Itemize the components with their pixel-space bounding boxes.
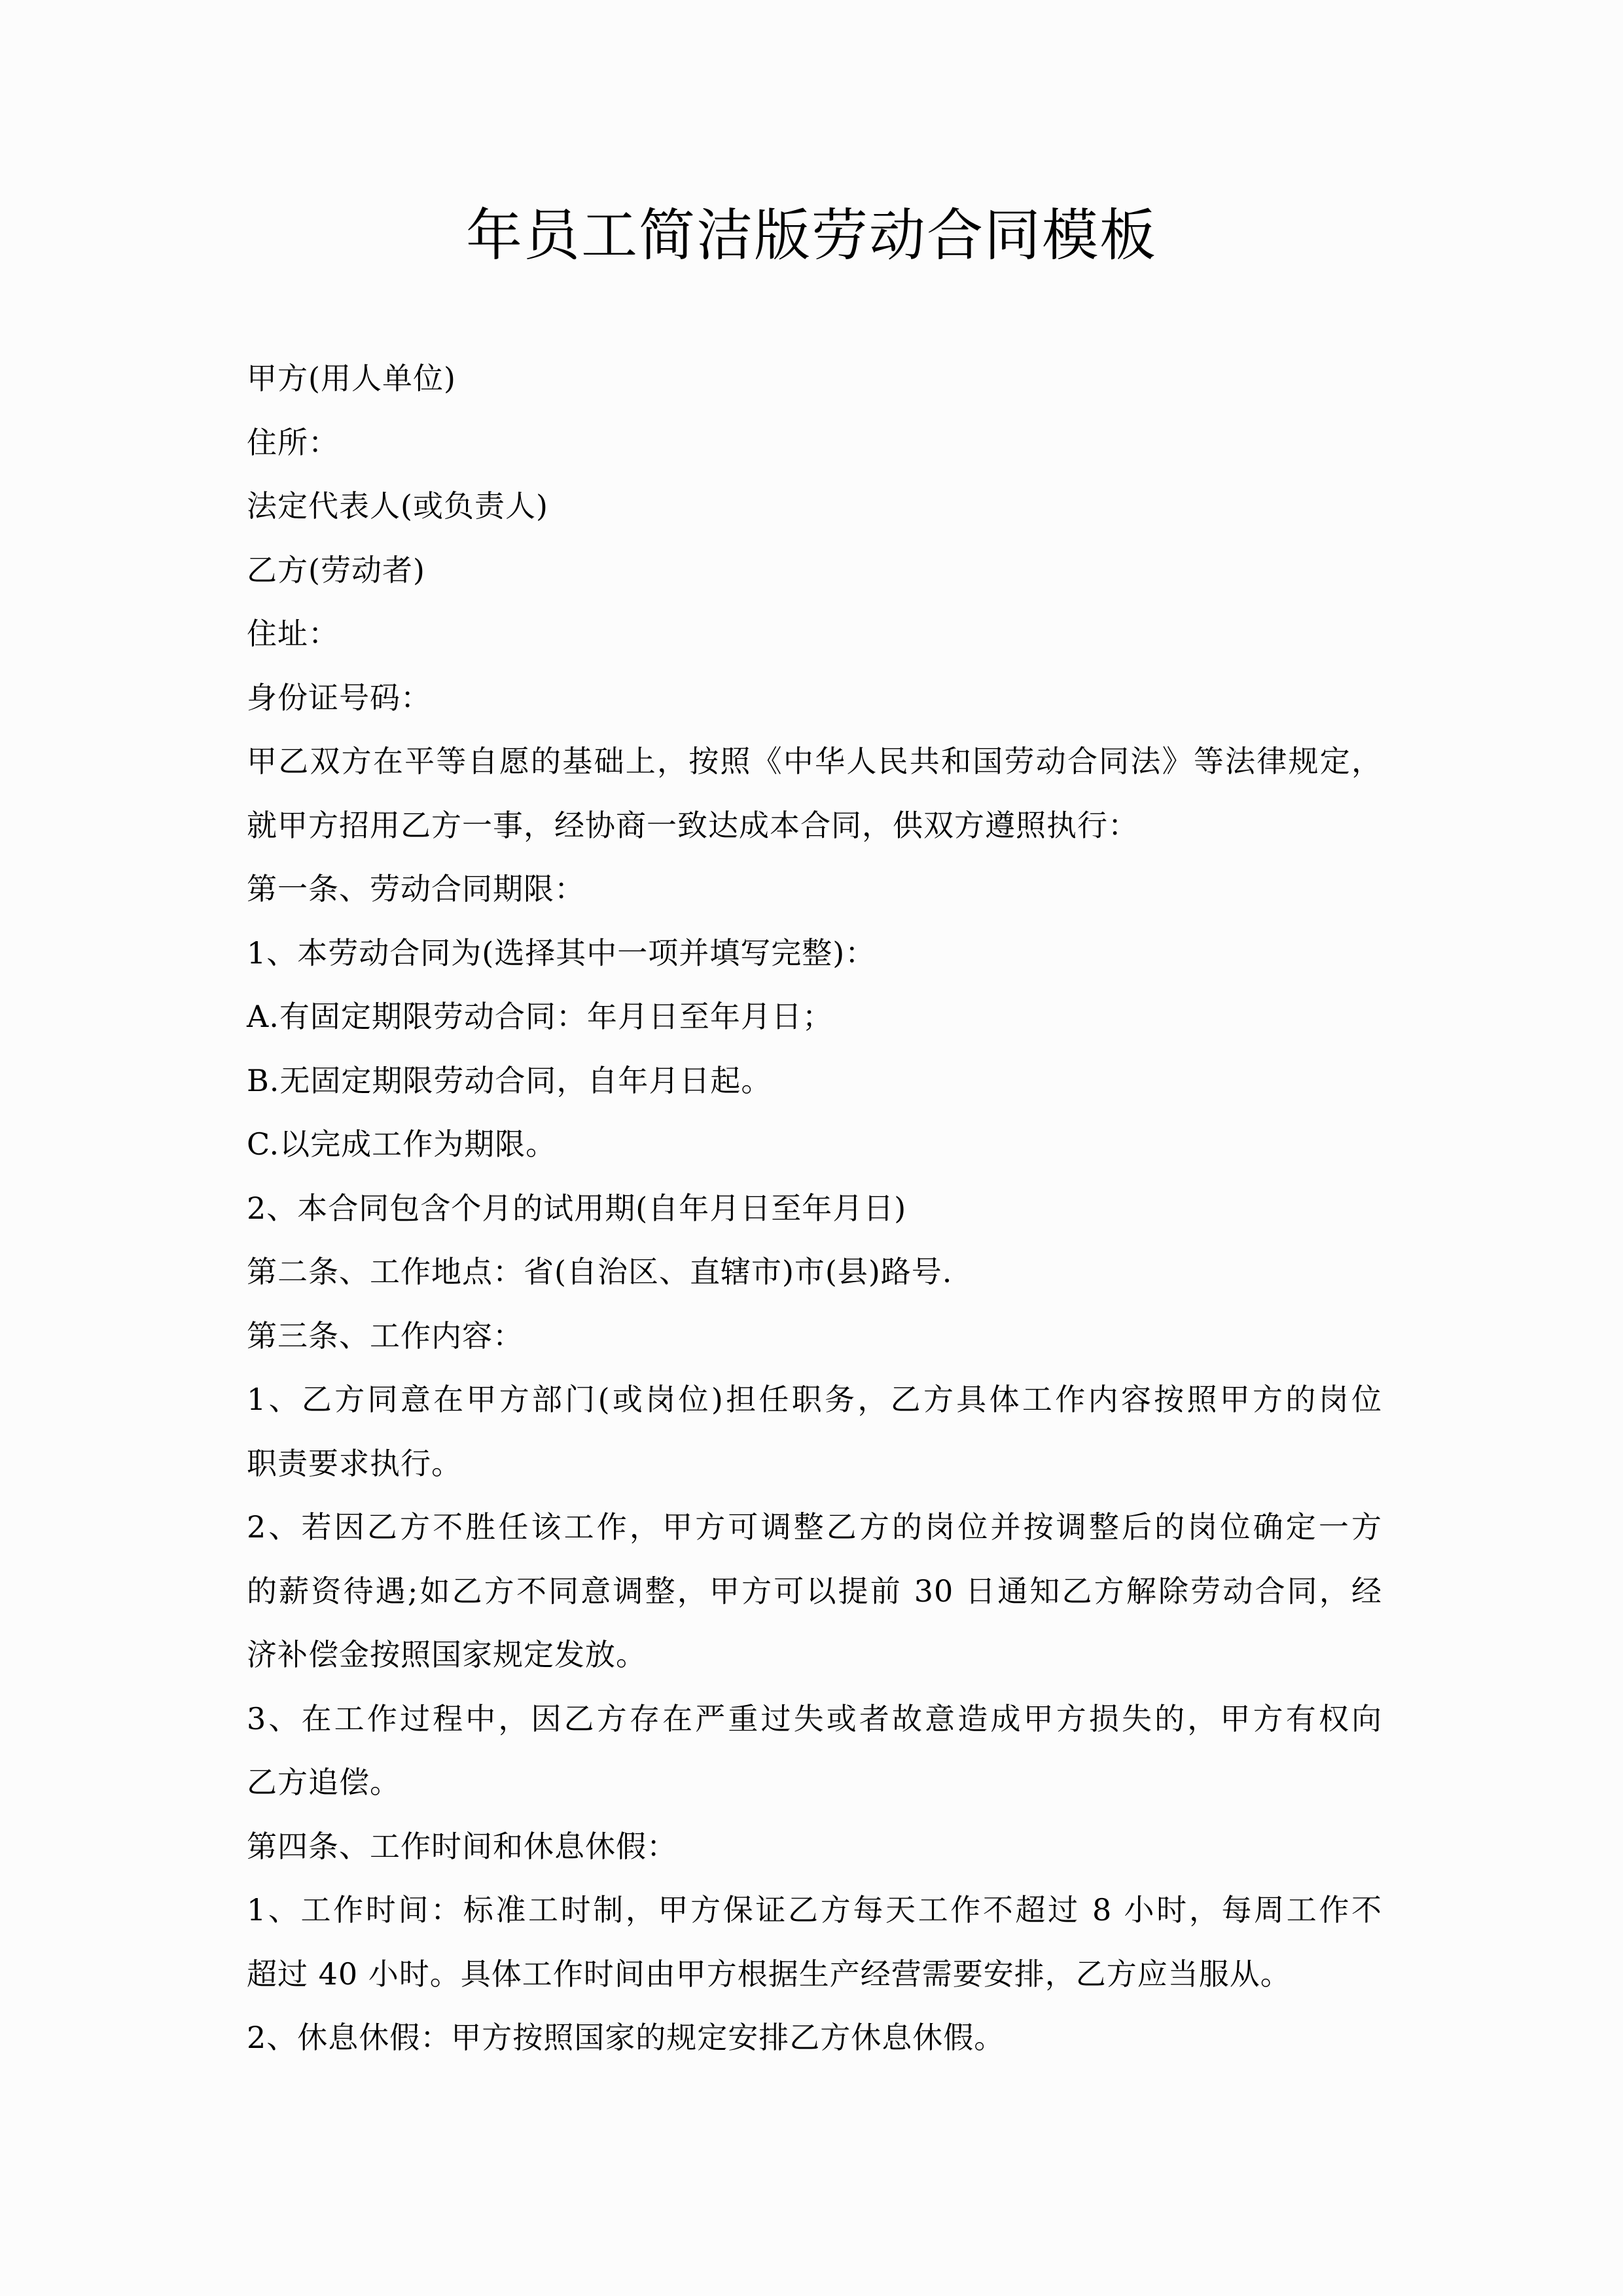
- party-a-label: 甲方(用人单位): [247, 361, 456, 396]
- article-1-heading: 第一条、劳动合同期限：: [247, 871, 585, 906]
- document-body: [247, 347, 1382, 2070]
- legal-representative-label: 法定代表人(或负责人): [247, 488, 548, 524]
- article-3-clause-2-line-2: 的薪资待遇;如乙方不同意调整，甲方可以提前 30 日通知乙方解除劳动合同，经: [247, 1573, 1382, 1609]
- preamble-line-1: 甲乙双方在平等自愿的基础上，按照《中华人民共和国劳动合同法》等法律规定，: [247, 744, 1382, 779]
- article-3-heading: 第三条、工作内容：: [247, 1318, 524, 1354]
- article-4-heading: 第四条、工作时间和休息休假：: [247, 1828, 677, 1864]
- article-3-clause-2-line-1: 2、若因乙方不胜任该工作，甲方可调整乙方的岗位并按调整后的岗位确定一方: [247, 1509, 1382, 1545]
- article-4-clause-2: 2、休息休假：甲方按照国家的规定安排乙方休息休假。: [247, 2020, 1005, 2055]
- article-3-clause-2-line-3: 济补偿金按照国家规定发放。: [247, 1637, 647, 1672]
- article-3-clause-3-line-1: 3、在工作过程中，因乙方存在严重过失或者故意造成甲方损失的，甲方有权向: [247, 1700, 1382, 1736]
- document-title: 年员工简洁版劳动合同模板: [466, 203, 1157, 268]
- preamble-line-2: 就甲方招用乙方一事，经协商一致达成本合同，供双方遵照执行：: [247, 807, 1139, 843]
- article-1-clause-2: 2、本合同包含个月的试用期(自年月日至年月日): [247, 1190, 907, 1226]
- article-3-clause-3-line-2: 乙方追偿。: [247, 1765, 401, 1800]
- party-b-label: 乙方(劳动者): [247, 552, 425, 588]
- article-1-option-a: A.有固定期限劳动合同：年月日至年月日；: [247, 999, 833, 1034]
- article-3-clause-1-line-1: 1、乙方同意在甲方部门(或岗位)担任职务，乙方具体工作内容按照甲方的岗位: [247, 1382, 1382, 1417]
- article-4-clause-1-line-2: 超过 40 小时。具体工作时间由甲方根据生产经营需要安排，乙方应当服从。: [247, 1956, 1291, 1992]
- article-1-clause-1: 1、本劳动合同为(选择其中一项并填写完整)：: [247, 935, 876, 971]
- party-a-address-label: 住所：: [247, 424, 339, 460]
- article-1-option-b: B.无固定期限劳动合同，自年月日起。: [247, 1062, 772, 1098]
- id-number-label: 身份证号码：: [247, 679, 431, 715]
- article-3-clause-1-line-2: 职责要求执行。: [247, 1445, 462, 1481]
- article-4-clause-1-line-1: 1、工作时间：标准工时制，甲方保证乙方每天工作不超过 8 小时，每周工作不: [247, 1892, 1382, 1928]
- party-b-address-label: 住址：: [247, 616, 339, 651]
- article-1-option-c: C.以完成工作为期限。: [247, 1126, 557, 1162]
- article-2-heading: 第二条、工作地点：省(自治区、直辖市)市(县)路号.: [247, 1254, 953, 1289]
